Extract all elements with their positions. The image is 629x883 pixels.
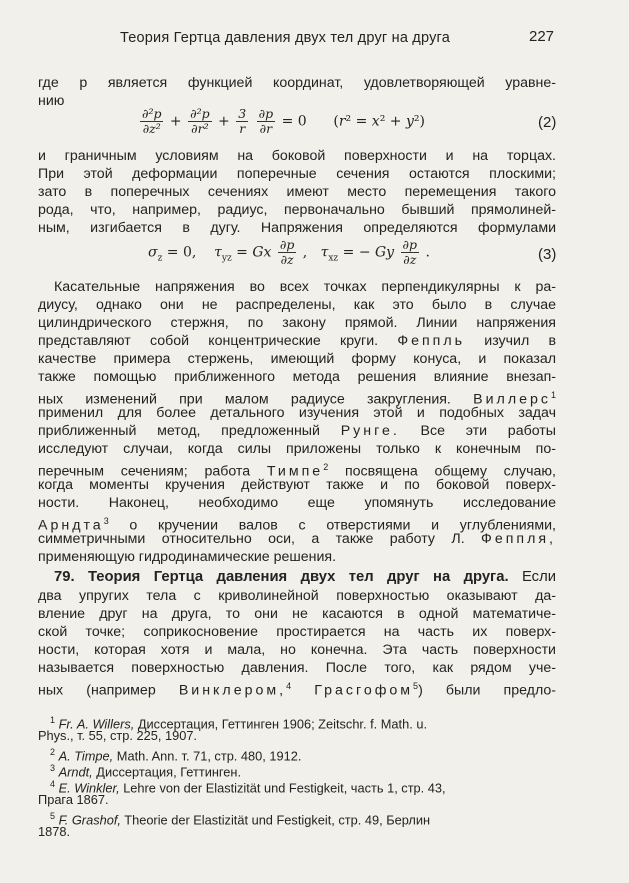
footnote: $^5$ F. Grashof, Theorie der Elastizität und Festigkeit, стр. 49, Берлин <box>50 811 431 828</box>
text-line: ской точке; соприкосновение простирается на часть их поверх- <box>38 624 556 640</box>
equation-number: (2) <box>538 114 557 131</box>
text-line: ных изменений при малом радиусе закругления. Виллерс$^1$ <box>38 390 556 408</box>
text-line: представляют собой концентрические круги. Феппль изучил в <box>38 333 556 349</box>
text-line: приближенный метод, предложенный Рунге. Все эти работы <box>38 423 556 439</box>
text-line: Касательные напряжения во всех точках перпендикулярны к ра- <box>54 279 556 295</box>
running-header: Теория Гертца давления двух тел друг на друга <box>120 30 450 46</box>
text-line: два упругих тела с криволинейной поверхностью оказывают да- <box>38 588 556 604</box>
footnote: $^2$ A. Timpe, Math. Ann. т. 71, стр. 480, 1912. <box>50 747 302 764</box>
footnote-continuation: 1878. <box>38 824 71 839</box>
equation-2: $\frac{\text{∂²p}}{\text{∂z²}}$ + $\frac{\text{∂²p}}{\text{∂r²}}$ + $\frac{3}{r}$ $\frac{\partial p}{\partial r}$ = 0 (r² = x² + y²) <box>142 106 425 136</box>
text-line: когда моменты кручения действуют также и по боковой поверх- <box>38 477 556 493</box>
footnote: $^1$ Fr. A. Willers, Диссертация, Геттинген 1906; Zeitschr. f. Math. u. <box>50 715 427 732</box>
text-line: зато в поперечных сечениях имеют место перемещения такого <box>38 184 556 200</box>
footnote: $^3$ Arndt, Диссертация, Геттинген. <box>50 763 242 780</box>
page-number: 227 <box>529 28 555 45</box>
text-line: называется поверхностью давления. После того, как рядом уче- <box>38 660 556 676</box>
text-line: нию <box>38 93 65 109</box>
text-line: ности. Наконец, необходимо еще упомянуть исследование <box>38 495 556 511</box>
text-line: применяющую гидродинамические решения. <box>38 549 337 565</box>
text-line: цилиндрического стержня, по закону прямой. Линии напряжения <box>38 315 556 331</box>
text-line: исследуют случаи, когда силы приложены только к конечным по- <box>38 441 556 457</box>
text-line: вление друг на друга, то они не касаются в одной математиче- <box>38 606 556 622</box>
text-line: ности, которая хотя и мала, но конечна. Эта часть поверхности <box>38 642 556 658</box>
equation-3: $\sigma_z = 0$, $\tau_{yz} = Gx$ $\frac{\partial p}{\partial z}$ , $\tau_{xz}$ = − Gy $\frac{\partial p}{\partial z}$ . <box>148 237 430 267</box>
text-line: также помощью приближенного метода решения влияние внезап- <box>38 369 556 385</box>
text-line: рода, что, например, радиус, первоначально бывший прямолиней- <box>38 202 556 218</box>
text-line: перечным сечениям; работа Тимпе$^2$ посвящена общему случаю, <box>38 462 556 480</box>
section-heading-line: 79. Теория Гертца давления двух тел друг на друга. Если <box>54 569 556 585</box>
equation-number: (3) <box>538 246 557 263</box>
text-line: При этой деформации поперечные сечения остаются плоскими; <box>38 166 556 182</box>
text-line: ным, изгибается в дугу. Напряжения определяются формулами <box>38 220 556 236</box>
text-line: качестве примера стержень, имеющий форму конуса, и показал <box>38 351 556 367</box>
footnote: $^4$ E. Winkler, Lehre von der Elastizität und Festigkeit, часть 1, стр. 43, <box>50 779 446 796</box>
text-line: Арндта$^3$ о кручении валов с отверстиями и углублениями, <box>38 516 556 534</box>
section-title: 79. Теория Гертца давления двух тел друг на друга. <box>54 569 509 585</box>
text-line: диусу, однако они не распределены, как это было в случае <box>38 297 556 313</box>
footnote-continuation: Прага 1867. <box>38 792 109 807</box>
text-line: где p является функцией координат, удовлетворяющей уравне- <box>38 75 556 91</box>
text-line: симметричными относительно оси, а также работу Л. Феппля, <box>38 531 556 547</box>
footnote-continuation: Phys., т. 55, стр. 225, 1907. <box>38 728 197 743</box>
text-line: ных (например Винклером,$^4$ Грасгофом$^5$) были предло- <box>38 681 556 699</box>
text-line: применил для более детального изучения этой и подобных задач <box>38 405 556 421</box>
text-line: и граничным условиям на боковой поверхности и на торцах. <box>38 148 556 164</box>
